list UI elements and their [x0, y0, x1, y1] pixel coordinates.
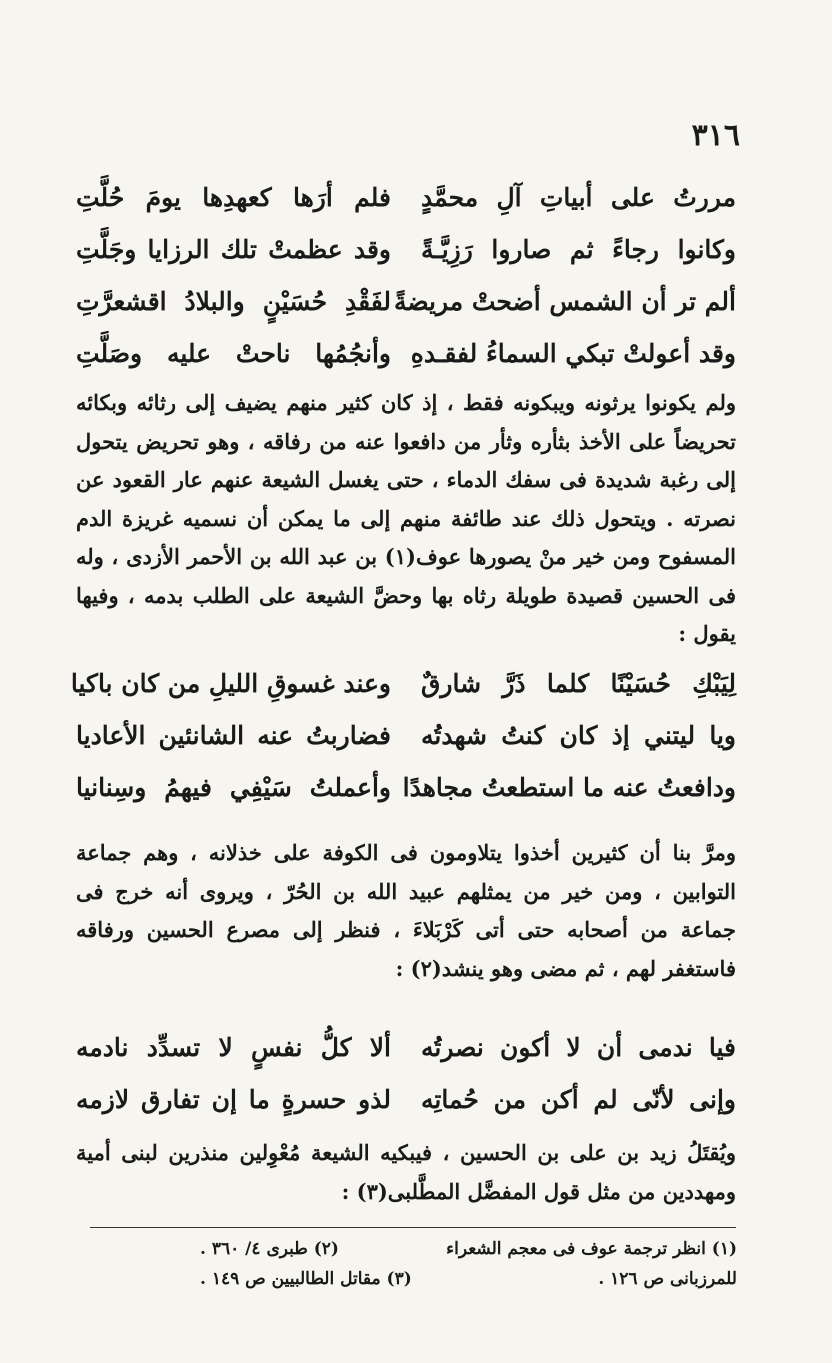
- verse-second-hemistich: فلم أرَها كعهدِها يومَ حُلَّتِ: [76, 183, 391, 212]
- verse-second-hemistich: وأنجُمُها ناحتْ عليه وصَلَّتِ: [76, 339, 391, 368]
- footnote-1: (١) انظر ترجمة عوف فى معجم الشعراء: [446, 1239, 737, 1259]
- verse-first-hemistich: فيا ندمى أن لا أكون نصرتُه: [421, 1033, 736, 1062]
- verse-second-hemistich: لذو حسرةٍ ما إن تفارق لازمه: [76, 1085, 391, 1114]
- verse-first-hemistich: ودافعتُ عنه ما استطعتُ مجاهدًا: [402, 773, 736, 802]
- poem-block-2: [70, 658, 736, 814]
- paragraph-text: ومرَّ بنا أن كثيرين أخذوا يتلاومون فى الكوفة على خذلانه ، وهم جماعة التوابين ، ومن خير من يمثلهم عبيد الله بن الحُرّ ، ويروى أنه خرج فى جماعة من أصحابه حتى أتى كَرْبَلاءَ ، فنظر إلى مصرع الحسين ورفاقه فاستغفر لهم ، ثم مضى وهو ينشد(٢) :: [76, 840, 736, 981]
- verse-first-hemistich: وقد أعولتْ تبكي السماءُ لفقـدهِ: [410, 339, 736, 368]
- verse-second-hemistich: وقد عظمتْ تلك الرزايا وجَلَّتِ: [76, 235, 391, 264]
- paragraph-text: ولم يكونوا يرثونه ويبكونه فقط ، إذ كان كثير منهم يضيف إلى رثائه وبكائه تحريضاً على الأخذ بثأره وثأر من دافعوا عنه من رفاقه ، وهو تحريض يتحول إلى رغبة شديدة فى سفك الدماء ، حتى يغسل الشيعة عنهم عار القعود عن نصرته . ويتحول ذلك عند طائفة منهم إلى ما يمكن أن نسميه غريزة الدم المسفوح ومن خير منْ يصورها عوف(١) بن عبد الله بن الأحمر الأزدى ، وله فى الحسين قصيدة طويلة رثاه بها وحضَّ الشيعة على الطلب بدمه ، وفيها يقول :: [76, 390, 736, 646]
- verse-first-hemistich: ويا ليتني إذ كان كنتُ شهدتُه: [421, 721, 736, 750]
- poem-block-3: [76, 1022, 736, 1126]
- footnote-3: (٣) مقاتل الطالبيين ص ١٤٩ .: [200, 1269, 412, 1289]
- verse-first-hemistich: مررتُ على أبياتِ آلِ محمَّدٍ: [421, 183, 736, 212]
- body-paragraph-1: [76, 384, 736, 654]
- footnotes: [200, 1234, 737, 1294]
- poem-block-1: [76, 172, 736, 380]
- verse-first-hemistich: ألم تر أن الشمس أضحتْ مريضةً: [393, 287, 736, 316]
- verse-second-hemistich: فضاربتُ عنه الشانئين الأعاديا: [76, 721, 391, 750]
- verse-line: [70, 658, 736, 710]
- verse-line: [76, 1022, 736, 1074]
- verse-line: [76, 224, 736, 276]
- verse-line: [76, 762, 736, 814]
- verse-line: [76, 710, 736, 762]
- footnote-divider: [90, 1227, 736, 1228]
- footnote-line: [200, 1264, 737, 1294]
- verse-line: [76, 328, 736, 380]
- verse-first-hemistich: وإنى لأنّى لم أكن من حُماتِه: [421, 1085, 736, 1114]
- verse-second-hemistich: وأعملتُ سَيْفِي فيهمُ وسِنانيا: [76, 773, 391, 802]
- page-number: ٣١٦: [691, 118, 740, 153]
- verse-first-hemistich: لِيَبْكِ حُسَيْنًا كلما ذَرَّ شارقٌ: [421, 669, 736, 698]
- paragraph-text: ويُقتَلُ زيد بن على بن الحسين ، فيبكيه الشيعة مُعْوِلين منذرين لبنى أمية ومهددين من مثل قول المفضَّل المطَّلبى(٣) :: [76, 1140, 736, 1204]
- verse-line: [76, 1074, 736, 1126]
- verse-second-hemistich: ألا كلُّ نفسٍ لا تسدِّد نادمه: [76, 1033, 391, 1062]
- footnote-2: (٢) طبرى ٤/ ٣٦٠ .: [200, 1239, 339, 1259]
- footnote-line: [200, 1234, 737, 1264]
- verse-first-hemistich: وكانوا رجاءً ثم صاروا رَزِيَّـةً: [421, 235, 736, 264]
- footnote-1-continued: للمرزبانى ص ١٢٦ .: [598, 1269, 737, 1289]
- verse-line: [76, 276, 736, 328]
- verse-second-hemistich: لفَقْدِ حُسَيْنٍ والبلادُ اقشعرَّتِ: [76, 287, 391, 316]
- verse-second-hemistich: وعند غسوقِ الليلِ من كان باكيا: [70, 669, 391, 698]
- body-paragraph-2: [76, 834, 736, 988]
- verse-line: [76, 172, 736, 224]
- body-paragraph-3: [76, 1134, 736, 1211]
